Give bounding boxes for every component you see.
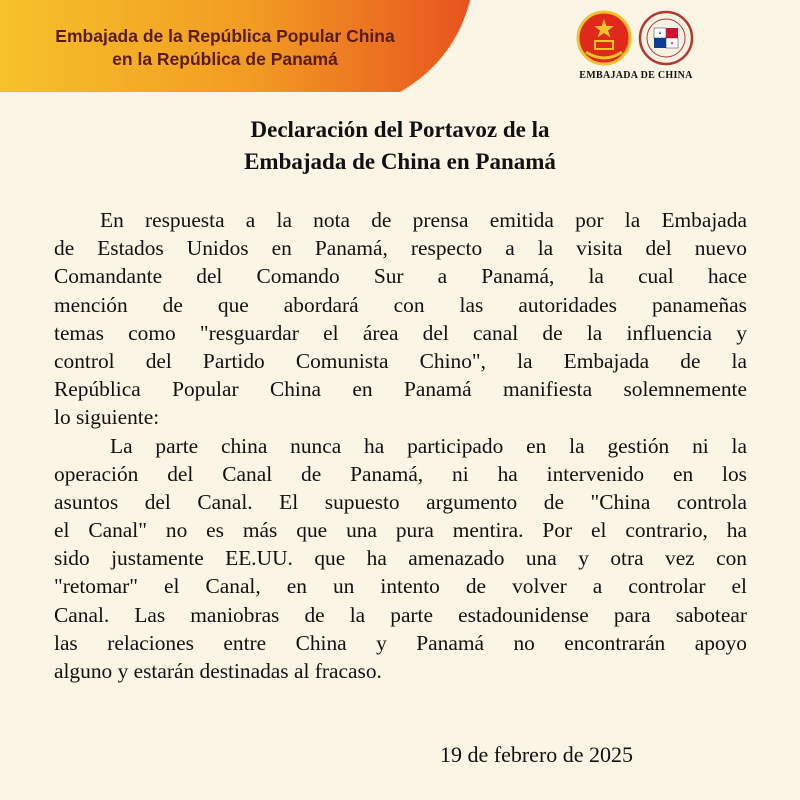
banner-line-1: Embajada de la República Popular China [55, 26, 395, 46]
paragraph-2-line: el Canal" no es más que una pura mentira. Por el contrario, ha [54, 518, 747, 543]
paragraph-1-line: mención de que abordará con las autoridades panameñas [54, 292, 747, 317]
paragraph-2-line: operación del Canal de Panamá, ni ha intervenido en los [54, 461, 747, 486]
paragraph-1-line: En respuesta a la nota de prensa emitida por la Embajada [100, 208, 747, 232]
paragraph-1-line: control del Partido Comunista Chino", la Embajada de la [54, 348, 747, 373]
paragraph-2-line: La parte china nunca ha participado en la gestión ni la [110, 433, 747, 458]
paragraph-1-line: temas como "resguardar el área del canal de la influencia y [54, 320, 747, 345]
paragraph-2-line: asuntos del Canal. El supuesto argumento de "China controla [54, 489, 747, 514]
header-banner [0, 0, 470, 92]
paragraph-2-line: sido justamente EE.UU. que ha amenazado una y otra vez con [54, 546, 747, 571]
page-title-line-2: Embajada de China en Panamá [244, 149, 556, 174]
paragraph-1-line: Comandante del Comando Sur a Panamá, la cual hace [54, 264, 747, 289]
statement-body [54, 206, 747, 685]
paragraph-1-line: de Estados Unidos en Panamá, respecto a la visita del nuevo [54, 236, 747, 261]
paragraph-1-line: lo siguiente: [54, 405, 160, 430]
paragraph-2-line: Canal. Las maniobras de la parte estadounidense para sabotear [54, 602, 747, 627]
banner-line-2: en la República de Panamá [112, 49, 338, 69]
paragraph-2-line: las relaciones entre China y Panamá no encontrarán apoyo [54, 630, 747, 655]
national-emblem-icon [576, 10, 632, 66]
page-title-line-1: Declaración del Portavoz de la [250, 117, 550, 142]
statement-date: 19 de febrero de 2025 [440, 742, 634, 767]
embassy-logos [566, 8, 706, 88]
paragraph-2-line: alguno y estarán destinadas al fracaso. [54, 659, 382, 683]
logo-caption: EMBAJADA DE CHINA [579, 70, 693, 81]
paragraph-2-line: "retomar" el Canal, en un intento de volver a controlar el [54, 574, 747, 599]
paragraph-1-line: República Popular China en Panamá manifiesta solemnemente [54, 377, 747, 402]
embassy-seal-icon [638, 10, 694, 66]
